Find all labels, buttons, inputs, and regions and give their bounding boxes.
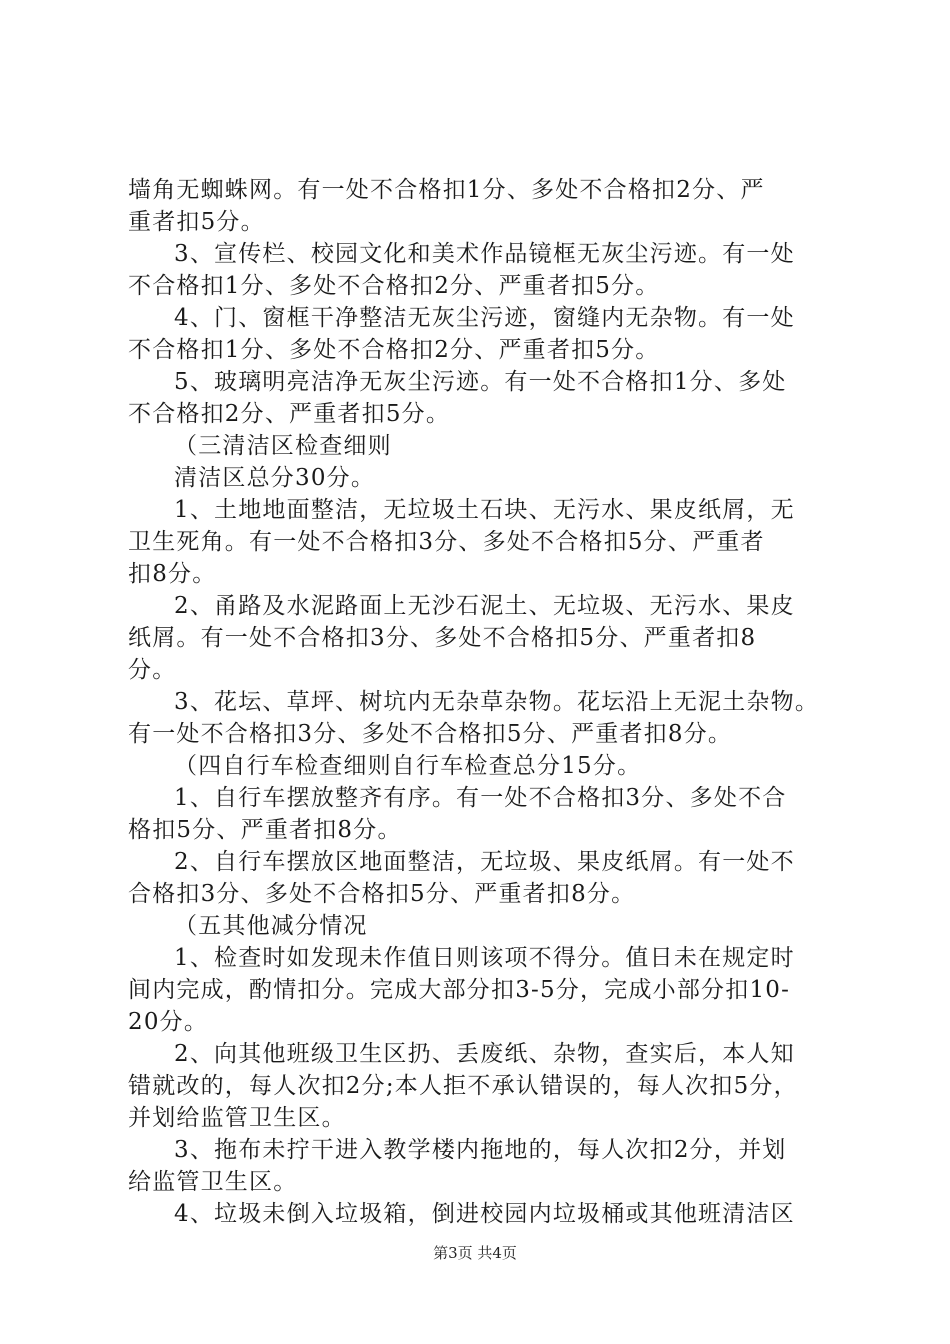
text-line: 格扣5分、严重者扣8分。: [128, 817, 402, 843]
text-line: 合格扣3分、多处不合格扣5分、严重者扣8分。: [128, 881, 636, 907]
text-line: 间内完成，酌情扣分。完成大部分扣3-5分，完成小部分扣10-: [128, 977, 791, 1003]
text-line: 1、自行车摆放整齐有序。有一处不合格扣3分、多处不合: [174, 785, 787, 811]
text-line: 重者扣5分。: [128, 209, 265, 235]
text-line: 2、甬路及水泥路面上无沙石泥土、无垃圾、无污水、果皮: [174, 593, 795, 619]
text-line: 纸屑。有一处不合格扣3分、多处不合格扣5分、严重者扣8: [128, 625, 757, 651]
text-line: 5、玻璃明亮洁净无灰尘污迹。有一处不合格扣1分、多处: [174, 369, 787, 395]
document-body: [128, 174, 833, 1230]
section-heading: （三清洁区检查细则: [174, 433, 392, 459]
text-line: 4、门、窗框干净整洁无灰尘污迹，窗缝内无杂物。有一处: [174, 305, 795, 331]
section-heading: （四自行车检查细则自行车检查总分15分。: [174, 753, 642, 779]
section-heading: （五其他减分情况: [174, 913, 368, 939]
text-line: 不合格扣2分、严重者扣5分。: [128, 401, 451, 427]
text-line: 并划给监管卫生区。: [128, 1105, 346, 1131]
text-line: 3、拖布未拧干进入教学楼内拖地的，每人次扣2分，并划: [174, 1137, 787, 1163]
text-line: 错就改的，每人次扣2分;本人拒不承认错误的，每人次扣5分，: [128, 1073, 798, 1099]
text-line: 3、宣传栏、校园文化和美术作品镜框无灰尘污迹。有一处: [174, 241, 795, 267]
text-line: 有一处不合格扣3分、多处不合格扣5分、严重者扣8分。: [128, 721, 733, 747]
text-line: 卫生死角。有一处不合格扣3分、多处不合格扣5分、严重者: [128, 529, 765, 555]
text-line: 1、土地地面整洁，无垃圾土石块、无污水、果皮纸屑，无: [174, 497, 795, 523]
text-line: 清洁区总分30分。: [174, 465, 376, 491]
text-line: 3、花坛、草坪、树坑内无杂草杂物。花坛沿上无泥土杂物。: [174, 689, 820, 715]
text-line: 不合格扣1分、多处不合格扣2分、严重者扣5分。: [128, 273, 660, 299]
text-line: 1、检查时如发现未作值日则该项不得分。值日未在规定时: [174, 945, 795, 971]
text-line: 扣8分。: [128, 561, 217, 587]
text-line: 20分。: [128, 1009, 209, 1035]
text-line: 2、向其他班级卫生区扔、丢废纸、杂物，查实后，本人知: [174, 1041, 795, 1067]
text-line: 分。: [128, 657, 177, 683]
text-line: 墙角无蜘蛛网。有一处不合格扣1分、多处不合格扣2分、严: [128, 177, 765, 203]
text-line: 不合格扣1分、多处不合格扣2分、严重者扣5分。: [128, 337, 660, 363]
text-line: 给监管卫生区。: [128, 1169, 298, 1195]
text-line: 4、垃圾未倒入垃圾箱，倒进校园内垃圾桶或其他班清洁区: [174, 1201, 795, 1227]
text-line: 2、自行车摆放区地面整洁，无垃圾、果皮纸屑。有一处不: [174, 849, 795, 875]
page-number-footer: 第3页 共4页: [433, 1244, 517, 1262]
